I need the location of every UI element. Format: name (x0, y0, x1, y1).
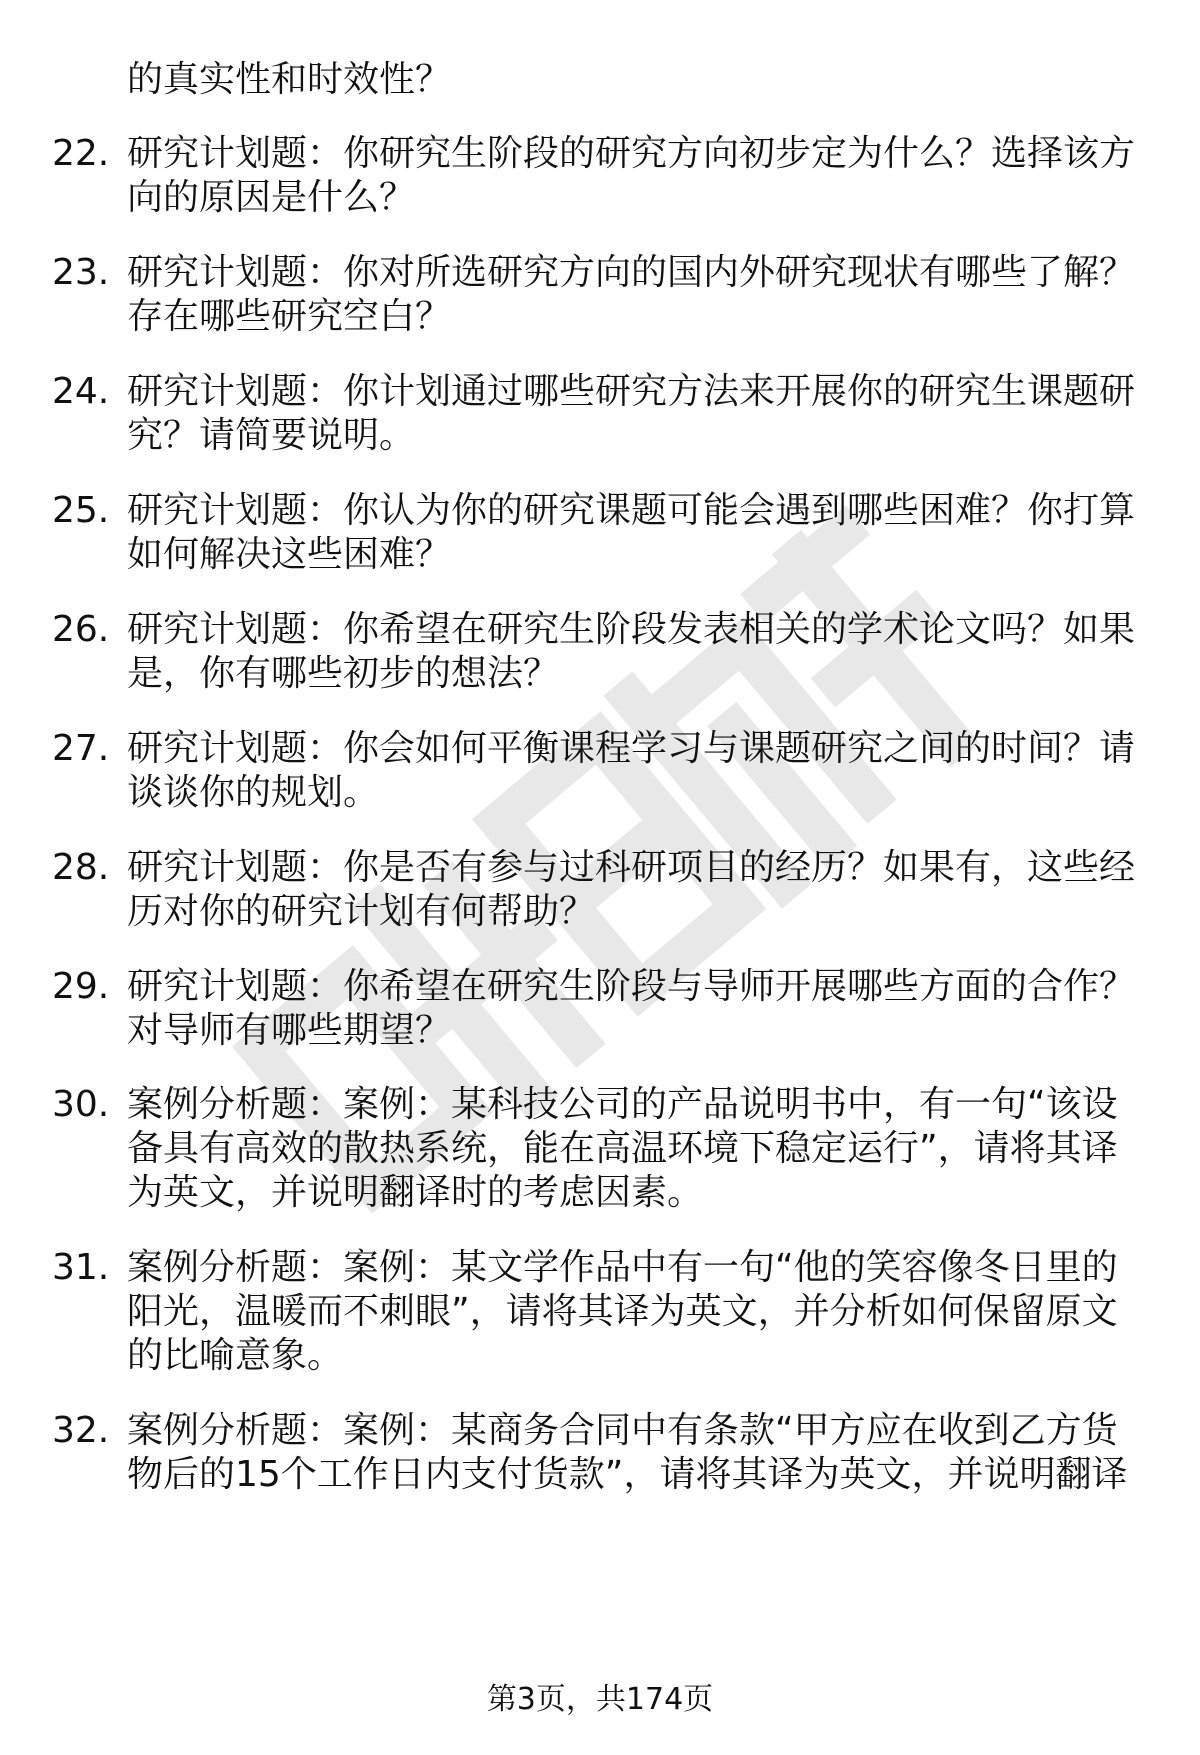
question-line: 究？请简要说明。 (127, 415, 416, 456)
continuation-line: 的真实性和时效性？ (127, 59, 452, 100)
question-number: 32. (52, 1410, 110, 1451)
question-line: 案例分析题：案例：某商务合同中有条款“甲方应在收到乙方货 (127, 1410, 1118, 1451)
question-line: 如何解决这些困难？ (127, 534, 452, 575)
question-line: 研究计划题：你研究生阶段的研究方向初步定为什么？选择该方 (127, 133, 1136, 174)
question-line: 研究计划题：你对所选研究方向的国内外研究现状有哪些了解？ (127, 252, 1136, 293)
question-line: 存在哪些研究空白？ (127, 296, 452, 337)
question-number: 29. (52, 966, 110, 1007)
question-line: 物后的15个工作日内支付货款”，请将其译为英文，并说明翻译 (127, 1454, 1128, 1495)
question-number: 28. (52, 847, 110, 888)
question-line: 研究计划题：你计划通过哪些研究方法来开展你的研究生课题研 (127, 371, 1136, 412)
question-line: 对导师有哪些期望？ (127, 1010, 452, 1051)
question-number: 31. (52, 1247, 110, 1288)
question-number: 26. (52, 609, 110, 650)
question-number: 25. (52, 490, 110, 531)
question-number: 24. (52, 371, 110, 412)
question-line: 研究计划题：你会如何平衡课程学习与课题研究之间的时间？请 (127, 728, 1136, 769)
question-line: 是，你有哪些初步的想法？ (127, 653, 560, 694)
question-line: 向的原因是什么？ (127, 177, 416, 218)
question-line: 案例分析题：案例：某科技公司的产品说明书中，有一句“该设 (127, 1084, 1118, 1125)
question-line: 案例分析题：案例：某文学作品中有一句“他的笑容像冬日里的 (127, 1247, 1118, 1288)
question-number: 22. (52, 133, 110, 174)
question-number: 30. (52, 1084, 110, 1125)
question-line: 研究计划题：你认为你的研究课题可能会遇到哪些困难？你打算 (127, 490, 1136, 531)
question-line: 历对你的研究计划有何帮助？ (127, 891, 596, 932)
question-line: 阳光，温暖而不刺眼”，请将其译为英文，并分析如何保留原文 (127, 1291, 1118, 1332)
question-line: 研究计划题：你希望在研究生阶段发表相关的学术论文吗？如果 (127, 609, 1136, 650)
question-line: 研究计划题：你是否有参与过科研项目的经历？如果有，这些经 (127, 847, 1136, 888)
question-line: 研究计划题：你希望在研究生阶段与导师开展哪些方面的合作？ (127, 966, 1136, 1007)
question-line: 谈谈你的规划。 (127, 772, 380, 813)
question-line: 备具有高效的散热系统，能在高温环境下稳定运行”，请将其译 (127, 1128, 1118, 1169)
question-number: 27. (52, 728, 110, 769)
question-number: 23. (52, 252, 110, 293)
question-line: 的比喻意象。 (127, 1335, 344, 1376)
page-footer: 第3页，共174页 (486, 1682, 714, 1717)
question-line: 为英文，并说明翻译时的考虑因素。 (127, 1172, 704, 1213)
